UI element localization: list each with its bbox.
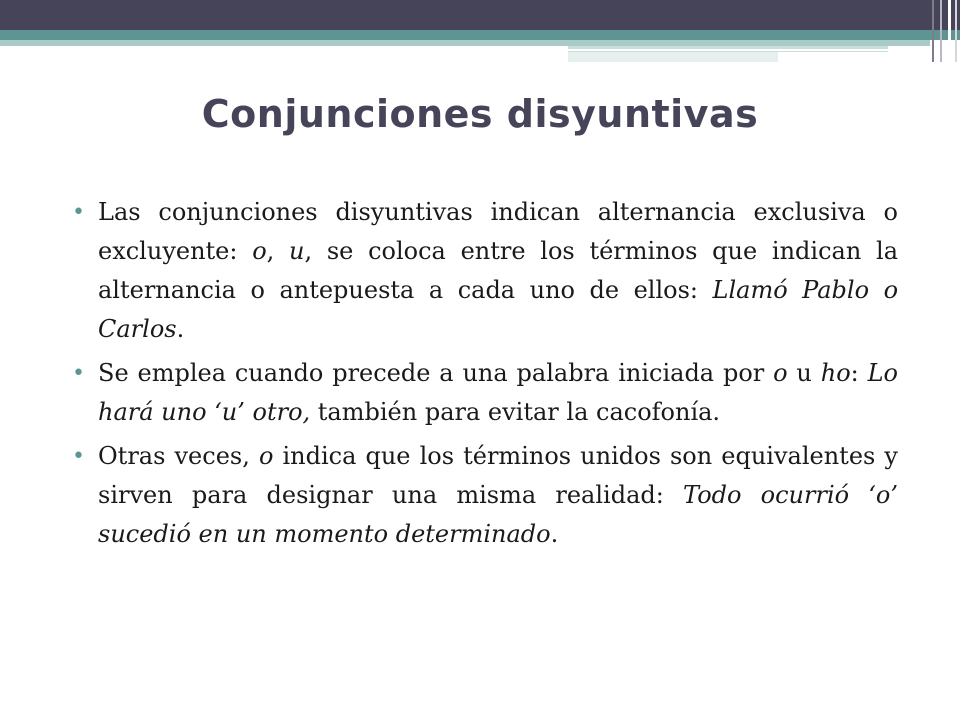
edge-line xyxy=(948,0,951,62)
bullet-item xyxy=(72,354,898,432)
bullet-italic-text: o xyxy=(252,237,267,265)
bullet-text: , se coloca entre los términos que indican la alternancia o antepuesta a cada uno de ellos: xyxy=(98,237,899,304)
bullet-italic-text: o xyxy=(258,442,274,470)
bullet-text: . xyxy=(176,315,185,343)
header-accent-stripe xyxy=(0,30,960,40)
edge-line xyxy=(932,0,934,62)
bullet-list xyxy=(72,193,898,559)
bullet-icon: • xyxy=(72,444,85,469)
bullet-italic-text: u xyxy=(289,237,305,265)
bullet-text: : xyxy=(850,359,868,387)
bullet-italic-text: Lo hará uno ‘u’ otro, xyxy=(98,359,898,426)
bullet-text: también para evitar la cacofonía. xyxy=(310,398,721,426)
bullet-italic-text: Todo ocurrió ‘o’ sucedió en un momento determinado xyxy=(98,481,898,548)
bullet-text: Las conjunciones disyuntivas indican alternancia exclusiva o excluyente: xyxy=(98,198,898,265)
edge-line xyxy=(940,0,942,62)
bullet-text: Otras veces, xyxy=(98,442,259,470)
edge-line xyxy=(955,0,957,62)
bullet-text: u xyxy=(787,359,821,387)
bullet-italic-text: ho xyxy=(820,359,851,387)
header-fade-stripe-2 xyxy=(568,52,778,62)
bullet-text: , xyxy=(266,237,290,265)
slide-title: Conjunciones disyuntivas xyxy=(201,92,759,136)
bullet-icon: • xyxy=(72,200,85,225)
bullet-text: . xyxy=(550,520,559,548)
bullet-text: indica que los términos unidos son equivalentes y sirven para designar una misma realidad: xyxy=(98,442,898,509)
bullet-italic-text: Llamó Pablo o Carlos xyxy=(98,276,899,343)
header-band xyxy=(0,0,960,30)
bullet-item xyxy=(72,437,898,554)
bullet-italic-text: o xyxy=(773,359,788,387)
bullet-text: Se emplea cuando precede a una palabra iniciada por xyxy=(98,359,774,387)
bullet-item xyxy=(72,193,898,349)
header-divider-line xyxy=(568,49,888,51)
bullet-icon: • xyxy=(72,361,85,386)
